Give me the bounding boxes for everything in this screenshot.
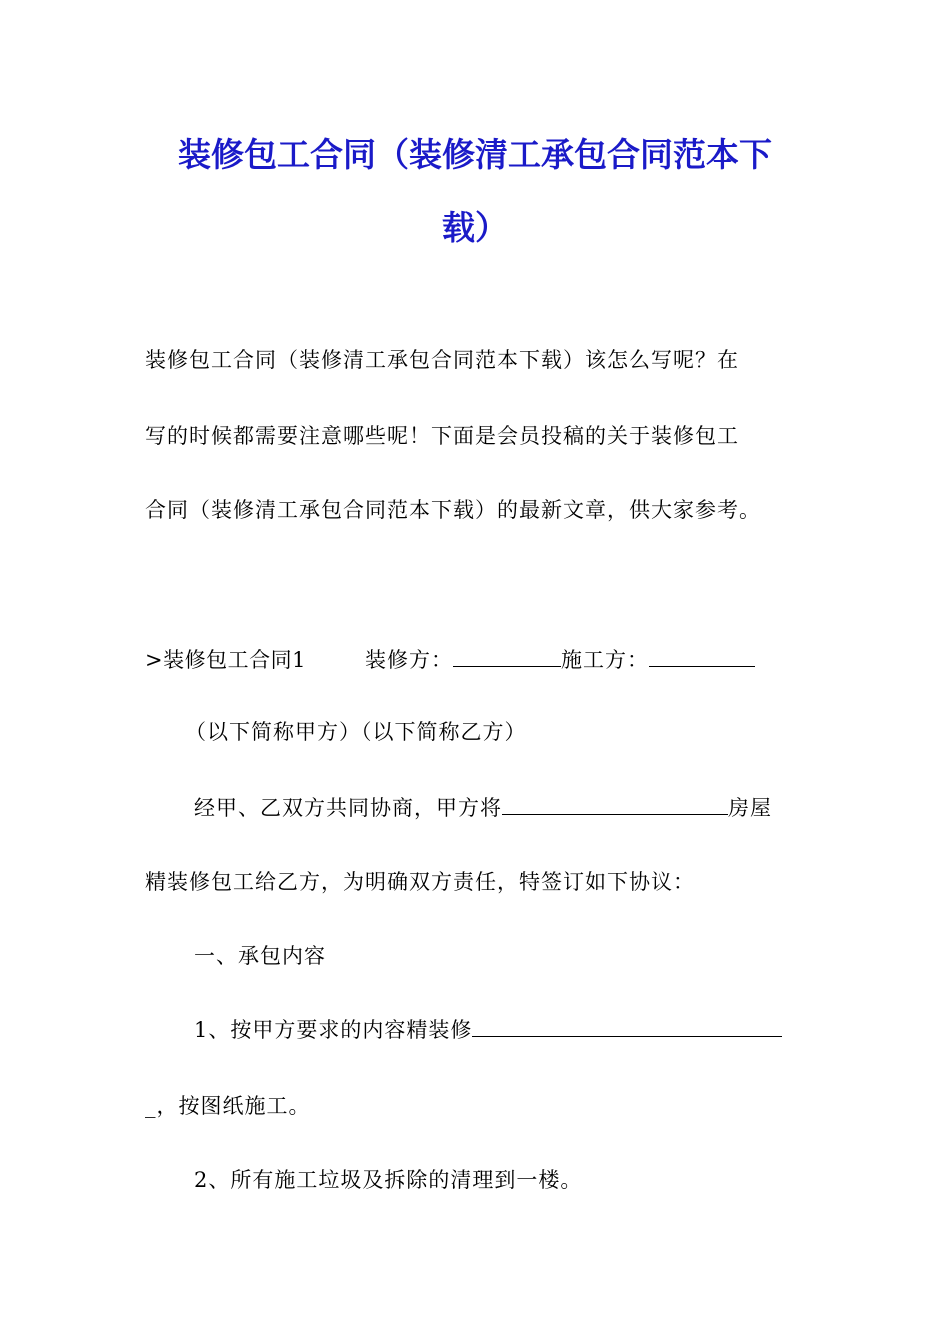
party-b-blank <box>649 646 755 667</box>
paragraph1-line2: 精装修包工给乙方，为明确双方责任，特签订如下协议： <box>145 870 695 894</box>
house-blank <box>502 794 728 815</box>
party-a-blank <box>453 646 561 667</box>
contract-heading: >装修包工合同1 <box>145 648 306 672</box>
intro-line3: 合同（装修清工承包合同范本下载）的最新文章，供大家参考。 <box>145 498 761 522</box>
item2-line: 2、所有施工垃圾及拆除的清理到一楼。 <box>194 1168 583 1192</box>
intro-line2: 写的时候都需要注意哪些呢！下面是会员投稿的关于装修包工 <box>145 424 739 448</box>
paragraph1-start: 经甲、乙双方共同协商，甲方将 <box>194 796 502 820</box>
item1-start: 1、按甲方要求的内容精装修 <box>194 1018 473 1042</box>
item1-line1 <box>194 1016 782 1044</box>
item1-line2: _，按图纸施工。 <box>145 1094 311 1118</box>
abbreviation-line: （以下简称甲方）（以下简称乙方） <box>185 720 527 744</box>
party-line <box>365 646 755 674</box>
party-b-label: 施工方： <box>561 648 649 672</box>
paragraph1-line1 <box>194 794 772 822</box>
party-a-label: 装修方： <box>365 648 453 672</box>
item1-blank <box>472 1016 782 1037</box>
paragraph1-end: 房屋 <box>728 796 772 820</box>
document-title-line1: 装修包工合同（装修清工承包合同范本下 <box>178 135 772 174</box>
intro-line1: 装修包工合同（装修清工承包合同范本下载）该怎么写呢？在 <box>145 348 739 372</box>
section1-heading: 一、承包内容 <box>194 944 326 968</box>
document-title-line2: 载） <box>442 208 508 247</box>
